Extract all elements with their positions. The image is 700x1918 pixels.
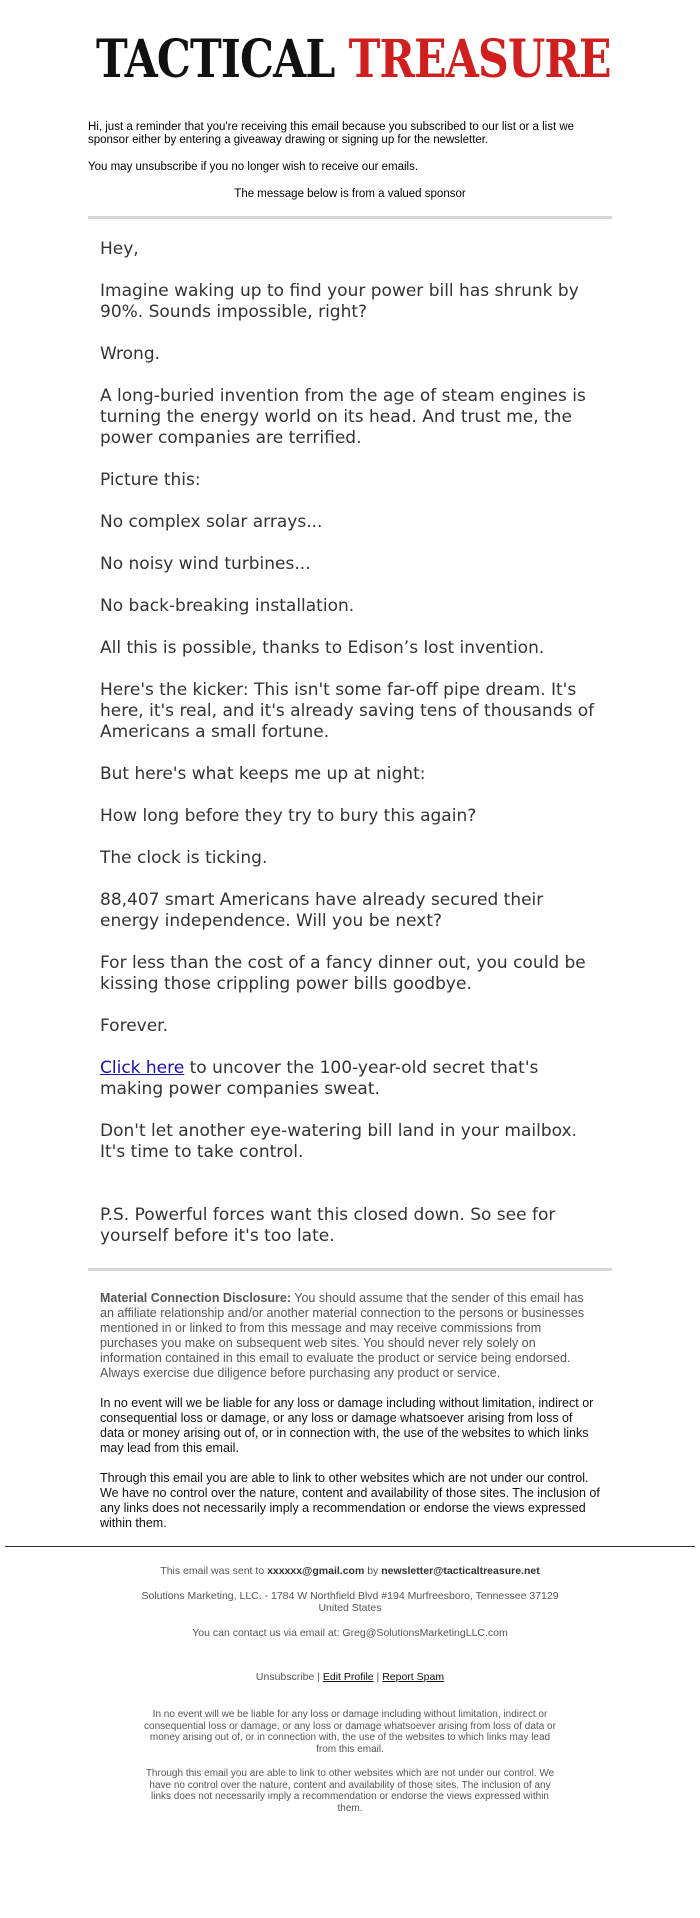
external-links-notice: Through this email you are able to link to other websites which are not under our control. We have no control over the nature, content and availability of those sites. The inclusion of any links does not necessarily imply a recommendation or endorse the views expressed within them.	[100, 1471, 600, 1530]
sponsor-message	[88, 219, 612, 1247]
message-paragraph: All this is possible, thanks to Edison’s lost invention.	[100, 638, 545, 658]
email-container	[88, 0, 612, 200]
subscription-reminder: Hi, just a reminder that you're receiving this email because you subscribed to our list or a list we sponsor either by entering a giveaway drawing or signing up for the newsletter.	[88, 121, 575, 146]
material-disclosure	[100, 1291, 600, 1381]
message-paragraph: Hey,	[100, 239, 139, 259]
message-paragraph: Here's the kicker: This isn't some far-off pipe dream. It's here, it's real, and it's already saving tens of thousands of Americans a small fortune.	[100, 680, 595, 742]
link-separator: |	[314, 1671, 323, 1683]
message-paragraph: No back-breaking installation.	[100, 596, 355, 616]
unsubscribe-link[interactable]: Unsubscribe	[255, 1671, 315, 1683]
message-paragraph: How long before they try to bury this again?	[100, 806, 477, 826]
message-paragraph: The clock is ticking.	[100, 848, 268, 868]
message-paragraph: No complex solar arrays...	[100, 512, 323, 532]
sender-email: newsletter@tacticaltreasure.net	[381, 1565, 540, 1577]
brand-logo[interactable]	[88, 0, 612, 110]
footer-external-links: Through this email you are able to link to other websites which are not under our control. We have no control over the nature, content and availability of those sites. The inclusion of any links does not necessarily imply a recommendation or endorse the views expressed within them.	[145, 1768, 555, 1814]
message-paragraph: Wrong.	[100, 344, 161, 364]
footer-liability: In no event will we be liable for any loss or damage including without limitation, indirect or consequential loss or damage, or any loss or damage whatsoever arising from loss of data or money arising out of, or in connection with, the use of the websites to which links may lead from this email.	[144, 1709, 556, 1755]
report-spam-link[interactable]: Report Spam	[382, 1671, 445, 1683]
message-paragraph: For less than the cost of a fancy dinner out, you could be kissing those crippling power bills goodbye.	[100, 953, 586, 994]
message-paragraph: 88,407 smart Americans have already secured their energy independence. Will you be next?	[100, 890, 544, 931]
disclosure-title: Material Connection Disclosure:	[100, 1291, 292, 1305]
message-paragraph: Don't let another eye-watering bill land in your mailbox. It's time to take control.	[100, 1121, 577, 1162]
liability-notice: In no event will we be liable for any loss or damage including without limitation, indirect or consequential loss or damage, or any loss or damage whatsoever arising from loss of data or money arising out of, or in connection with, the use of the websites to which links may lead from this email.	[100, 1396, 594, 1455]
sponsor-note: The message below is from a valued sponsor	[234, 188, 466, 200]
unsubscribe-note: You may unsubscribe if you no longer wish to receive our emails.	[88, 161, 419, 173]
disclosure-text: You should assume that the sender of this email has an affiliate relationship and/or another material connection to the persons or businesses mentioned in or linked to from this message and may receive commissions from purchases you make on subsequent web sites. You should never rely solely on information contained in this email to evaluate the product or service being endorsed. Always exercise due diligence before purchasing any product or service.	[100, 1291, 585, 1380]
intro-notice	[88, 121, 612, 174]
brand-word-treasure: TREASURE	[348, 29, 611, 90]
message-paragraph: No noisy wind turbines...	[100, 554, 311, 574]
message-paragraph: But here's what keeps me up at night:	[100, 764, 426, 784]
company-address: Solutions Marketing, LLC. - 1784 W Northfield Blvd #194 Murfreesboro, Tennessee 37129 United States	[141, 1590, 559, 1614]
contact-line: You can contact us via email at: Greg@SolutionsMarketingLLC.com	[192, 1627, 508, 1639]
cta-text: to uncover the 100-year-old secret that's making power companies sweat.	[100, 1058, 539, 1099]
edit-profile-link[interactable]: Edit Profile	[322, 1671, 374, 1683]
link-separator: |	[373, 1671, 383, 1683]
sent-prefix: This email was sent to	[160, 1565, 268, 1577]
email-footer	[140, 1547, 560, 1814]
cta-paragraph	[100, 1058, 600, 1100]
brand-word-tactical: TACTICAL	[96, 29, 335, 90]
brand-name	[96, 29, 611, 90]
message-paragraph: Picture this:	[100, 470, 201, 490]
message-paragraph: A long-buried invention from the age of steam engines is turning the energy world on its head. And trust me, the power companies are terrified.	[100, 386, 586, 448]
sent-mid: by	[364, 1565, 382, 1577]
sent-to-line	[140, 1565, 560, 1577]
message-paragraph: Imagine waking up to find your power bill has shrunk by 90%. Sounds impossible, right?	[100, 281, 579, 322]
disclosure-section	[88, 1271, 612, 1531]
recipient-email: xxxxxx@gmail.com	[267, 1565, 365, 1577]
postscript: P.S. Powerful forces want this closed down. So see for yourself before it's too late.	[100, 1205, 556, 1246]
message-paragraph: Forever.	[100, 1016, 168, 1036]
footer-links	[140, 1671, 560, 1683]
click-here-link[interactable]: Click here	[100, 1058, 185, 1078]
